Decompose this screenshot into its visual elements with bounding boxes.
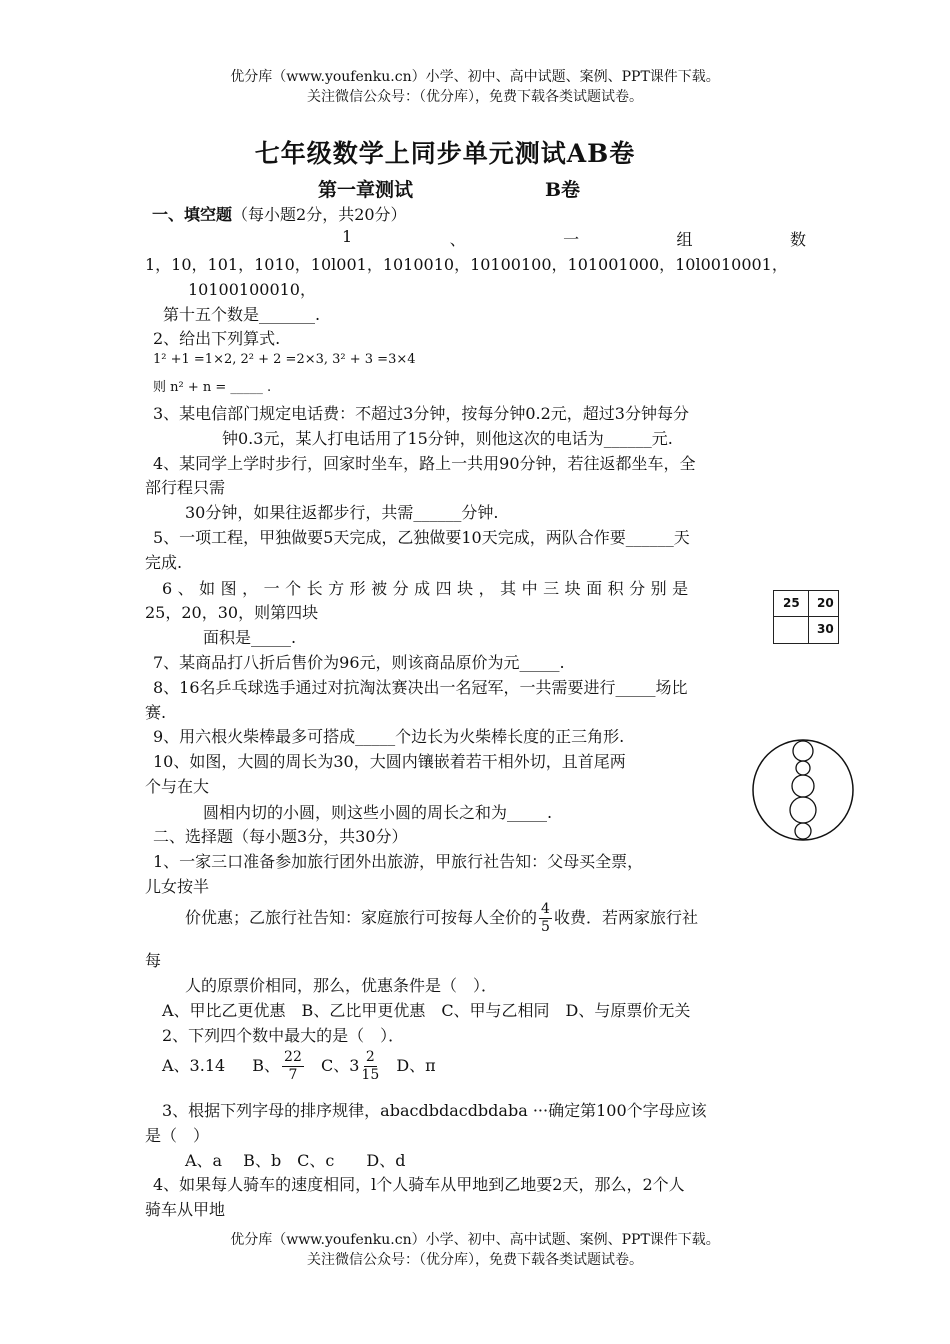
s2-q3-line-1: 3、根据下列字母的排序规律，abacdbdacdbdaba ···确定第100个字母应该 (162, 1101, 707, 1120)
s2-q2-text: 2、下列四个数中最大的是（ ）． (162, 1026, 405, 1045)
q1-sequence-cont: 10100100010， (188, 280, 316, 299)
s2-q1-line-2: 儿女按半 (145, 877, 210, 896)
q5-line-1: 5、一项工程，甲独做要5天完成，乙独做要10天完成，两队合作要______天 (153, 528, 690, 547)
s2-q1-text-b: 收费．若两家旅行社 (553, 908, 698, 927)
q10-line-2: 个与在大 (145, 777, 210, 796)
q4-line-2: 部行程只需 (145, 478, 226, 497)
big-circle (753, 740, 853, 840)
q3-line-2: 钟0.3元，某人打电话用了15分钟，则他这次的电话为______元. (222, 429, 673, 448)
q4-line-1: 4、某同学上学时步行，回家时坐车，路上一共用90分钟，若往返都坐车，全 (153, 454, 696, 473)
q8-line-1: 8、16名乒乓球选手通过对抗淘汰赛决出一名冠军，一共需要进行_____场比 (153, 678, 688, 697)
q1-lead-word: 数 (789, 230, 806, 249)
option-c: C、3 (320, 1056, 360, 1075)
header-line-1: 优分库（www.youfenku.cn）小学、初中、高中试题、案例、PPT课件下载。 (230, 69, 720, 85)
fraction-denominator: 7 (288, 1067, 298, 1083)
q8-line-2: 赛. (145, 703, 167, 722)
q7-text: 7、某商品打八折后售价为96元，则该商品原价为元_____. (153, 653, 565, 672)
figure-divider (774, 616, 838, 617)
page-title: 七年级数学上同步单元测试AB卷 (254, 139, 636, 168)
s2-q1-line-5: 人的原票价相同，那么，优惠条件是（ ）． (185, 976, 498, 995)
s2-q1-text-a: 价优惠；乙旅行社告知：家庭旅行可按每人全价的 (185, 908, 538, 927)
s2-q3-line-2: 是（ ） (145, 1126, 210, 1145)
q6-line-1: 6、如图，一个长方形被分成四块，其中三块面积分别是 (162, 579, 694, 598)
circles-figure (748, 738, 858, 843)
small-circle (793, 741, 813, 761)
q3-line-1: 3、某电信部门规定电话费：不超过3分钟，按每分钟0.2元，超过3分钟每分 (153, 404, 689, 423)
s2-q1-line-3 (185, 901, 698, 936)
fraction-numerator: 22 (284, 1049, 302, 1065)
option-b: B、 (252, 1056, 281, 1075)
section-1-heading (152, 202, 407, 225)
header-line-2: 关注微信公众号：（优分库），免费下载各类试题试卷。 (307, 89, 643, 105)
small-circle (792, 775, 814, 797)
section-2-heading: 二、选择题（每小题3分，共30分） (153, 827, 408, 846)
small-circle (796, 761, 810, 775)
figure-divider (808, 591, 809, 643)
area-label-30: 30 (817, 622, 834, 636)
volume-label: B卷 (545, 179, 581, 201)
rectangle-figure (773, 590, 839, 644)
fraction-four-fifths (539, 901, 552, 936)
q2-text: 2、给出下列算式. (153, 329, 281, 348)
q6-line-2: 25，20，30，则第四块 (145, 603, 319, 622)
fraction-numerator: 2 (365, 1049, 375, 1065)
fraction-denominator: 15 (361, 1067, 380, 1083)
fraction-2-15 (361, 1049, 379, 1084)
chapter-subtitle: 第一章测试 (318, 179, 414, 201)
option-d: D、π (396, 1056, 436, 1075)
q4-line-3: 30分钟，如果往返都步行，共需______分钟. (185, 503, 499, 522)
fraction-numerator: 4 (541, 901, 550, 917)
s2-q2-options (162, 1049, 436, 1084)
q6-line-3: 面积是_____. (203, 628, 297, 647)
s2-q4-line-2: 骑车从甲地 (145, 1200, 226, 1219)
q1-lead-word: 1 (342, 227, 353, 246)
q1-sequence: 1，10，101，1010，10l001，1010010，10100100，101001000，10l0010001， (145, 255, 788, 274)
area-label-20: 20 (817, 596, 834, 610)
small-circle (795, 823, 811, 839)
q1-lead-word: 组 (676, 230, 693, 249)
q10-line-3: 圆相内切的小圆，则这些小圆的周长之和为_____. (203, 803, 553, 822)
option-a: A、3.14 (162, 1056, 226, 1075)
q10-line-1: 10、如图，大圆的周长为30，大圆内镶嵌着若干相外切，且首尾两 (153, 752, 626, 771)
q5-line-2: 完成. (145, 553, 183, 572)
fraction-22-7 (282, 1049, 304, 1084)
q9-text: 9、用六根火柴棒最多可搭成_____个边长为火柴棒长度的正三角形. (153, 727, 625, 746)
q2-question: 则 n² + n = _____ . (153, 380, 272, 395)
section-1-title: 一、填空题 (152, 205, 233, 224)
section-1-note: （每小题2分，共20分） (232, 205, 407, 224)
q1-lead (342, 227, 806, 250)
q1-question: 第十五个数是_______. (163, 305, 321, 324)
footer-line-1: 优分库（www.youfenku.cn）小学、初中、高中试题、案例、PPT课件下载。 (230, 1232, 720, 1248)
s2-q4-line-1: 4、如果每人骑车的速度相同，l个人骑车从甲地到乙地要2天，那么，2个人 (153, 1175, 685, 1194)
s2-q1-line-4: 每 (145, 951, 162, 970)
fraction-denominator: 5 (541, 919, 550, 935)
s2-q3-options: A、a B、b C、c D、d (185, 1151, 406, 1170)
q2-formula: 1² +1 =1×2, 2² + 2 =2×3, 3² + 3 =3×4 (153, 352, 416, 367)
q1-lead-word: 、 (449, 230, 466, 249)
q1-lead-word: 一 (563, 230, 580, 249)
area-label-25: 25 (783, 596, 800, 610)
footer-line-2: 关注微信公众号：（优分库），免费下载各类试题试卷。 (307, 1252, 643, 1268)
s2-q1-options: A、甲比乙更优惠 B、乙比甲更优惠 C、甲与乙相同 D、与原票价无关 (162, 1001, 691, 1020)
small-circle (790, 797, 816, 823)
s2-q1-line-1: 1、一家三口准备参加旅行团外出旅游，甲旅行社告知：父母买全票， (153, 852, 644, 871)
